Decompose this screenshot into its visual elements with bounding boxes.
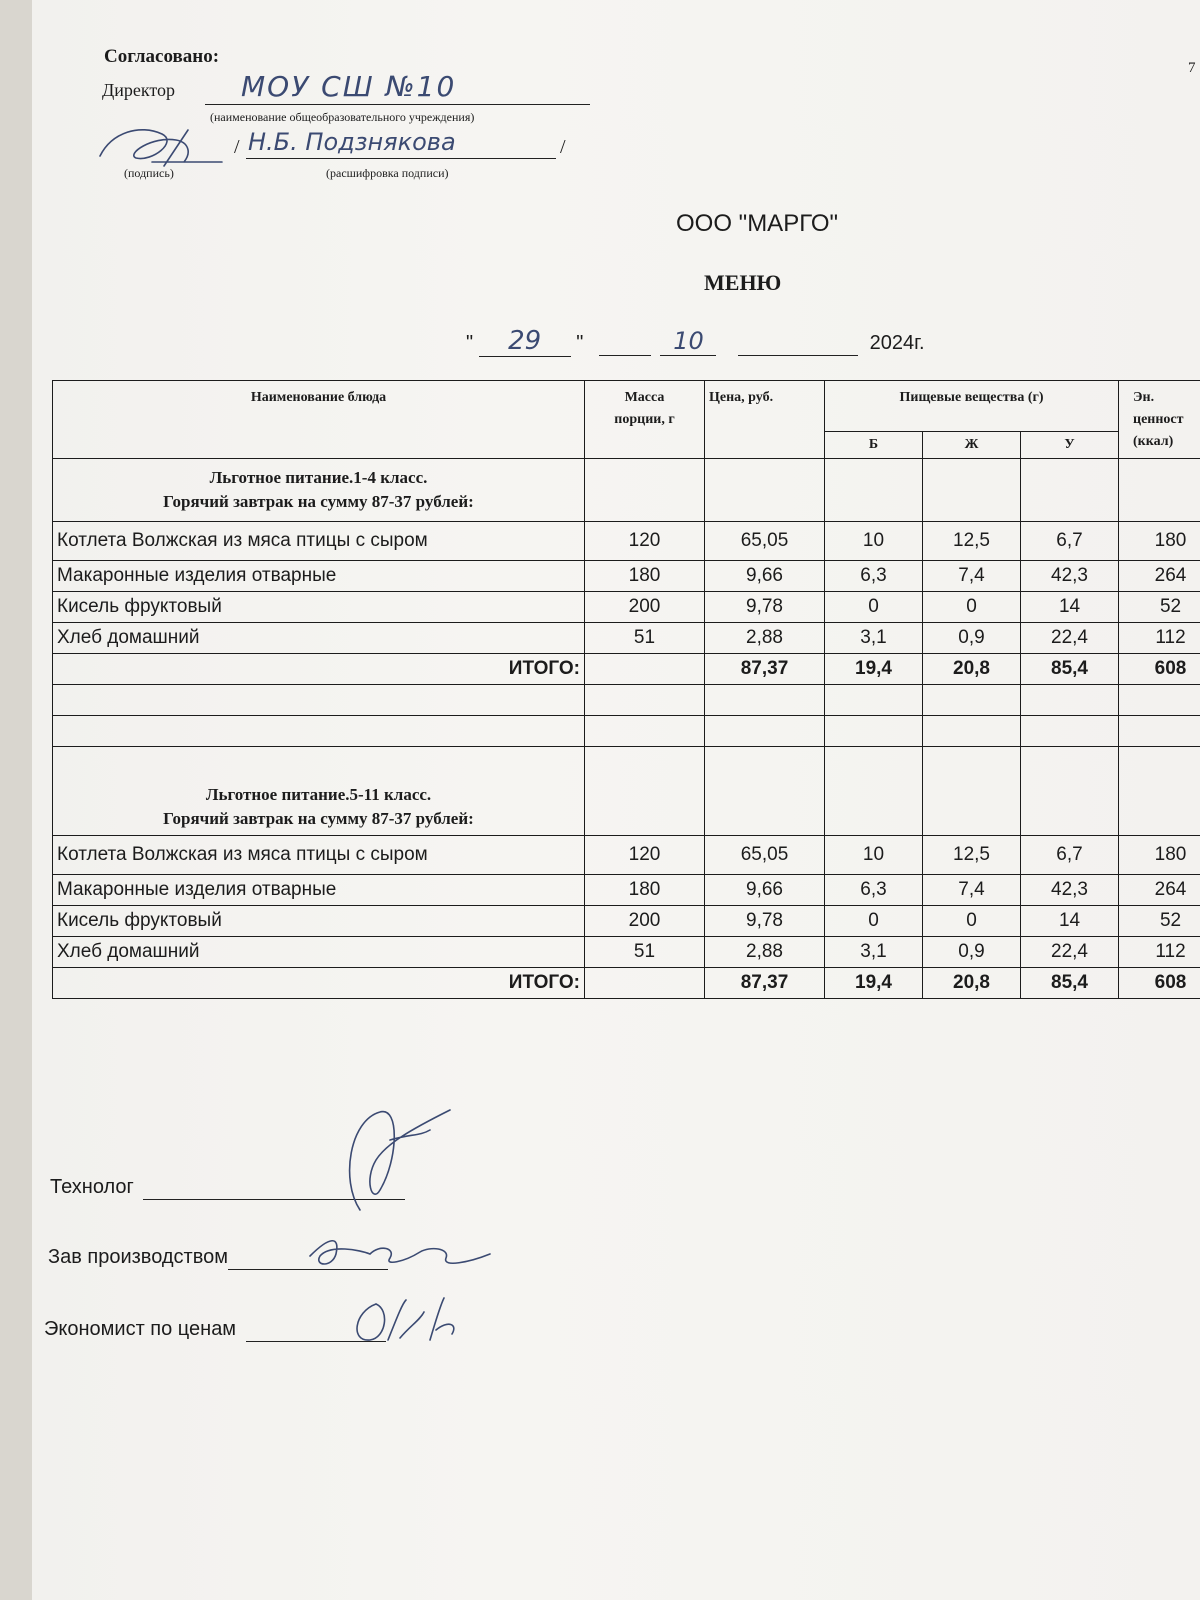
dish-name: Кисель фруктовый [53, 592, 585, 623]
table-row [53, 875, 1200, 906]
signature-caption: (подпись) [124, 166, 174, 180]
dish-kcal: 264 [1119, 875, 1200, 906]
total-fat: 20,8 [923, 968, 1021, 999]
dish-protein: 6,3 [825, 875, 923, 906]
dish-fat: 0 [923, 906, 1021, 937]
header-protein: Б [825, 432, 923, 459]
dish-kcal: 52 [1119, 592, 1200, 623]
total-label: ИТОГО: [53, 968, 585, 999]
total-kcal: 608 [1119, 654, 1200, 685]
table-header-row [53, 381, 1200, 432]
director-signature [92, 122, 232, 172]
director-label: Директор [102, 80, 176, 100]
dish-carbs: 6,7 [1021, 522, 1119, 561]
price-economist-label: Экономист по ценам [44, 1318, 237, 1340]
school-caption: (наименование общеобразовательного учреждения) [210, 110, 475, 124]
header-energy: Эн. ценност (ккал) [1119, 381, 1200, 459]
dish-name: Макаронные изделия отварные [53, 561, 585, 592]
dish-kcal: 112 [1119, 623, 1200, 654]
total-price: 87,37 [705, 654, 825, 685]
dish-mass: 200 [585, 906, 705, 937]
dish-kcal: 180 [1119, 836, 1200, 875]
header-price: Цена, руб. [705, 381, 825, 459]
dish-mass: 51 [585, 623, 705, 654]
date-close-quote: " [576, 332, 584, 354]
decipher-caption: (расшифровка подписи) [326, 166, 449, 180]
section-title-row [53, 459, 1200, 522]
technologist-signature [320, 1100, 470, 1220]
dish-fat: 0,9 [923, 623, 1021, 654]
dish-price: 2,88 [705, 937, 825, 968]
date-open-quote: " [466, 332, 474, 354]
dish-mass: 180 [585, 561, 705, 592]
header-name: Наименование блюда [53, 381, 585, 459]
school-handwritten: МОУ СШ №10 [241, 70, 457, 103]
dish-mass: 180 [585, 875, 705, 906]
section-title: Льготное питание.1-4 класс. Горячий завтрак на сумму 87-37 рублей: [53, 459, 585, 522]
dish-carbs: 14 [1021, 592, 1119, 623]
dish-name: Макаронные изделия отварные [53, 875, 585, 906]
total-carbs: 85,4 [1021, 654, 1119, 685]
dish-protein: 3,1 [825, 623, 923, 654]
date-month: 10 [673, 327, 704, 355]
total-kcal: 608 [1119, 968, 1200, 999]
date-year: 2024г. [869, 332, 925, 354]
total-carbs: 85,4 [1021, 968, 1119, 999]
document-title: МЕНЮ [704, 270, 782, 295]
table-row [53, 906, 1200, 937]
table-row [53, 937, 1200, 968]
company-name: ООО "МАРГО" [676, 210, 839, 237]
dish-price: 9,78 [705, 592, 825, 623]
page-number: 7 [1188, 60, 1196, 76]
dish-name: Хлеб домашний [53, 623, 585, 654]
production-head-signature [300, 1226, 500, 1276]
dish-mass: 51 [585, 937, 705, 968]
table-row [53, 561, 1200, 592]
dish-kcal: 52 [1119, 906, 1200, 937]
total-row [53, 968, 1200, 999]
dish-mass: 120 [585, 522, 705, 561]
dish-price: 9,78 [705, 906, 825, 937]
dish-carbs: 42,3 [1021, 561, 1119, 592]
dish-fat: 12,5 [923, 522, 1021, 561]
date-day: 29 [508, 326, 542, 356]
section-title-row [53, 747, 1200, 836]
dish-price: 9,66 [705, 561, 825, 592]
price-economist-signature [340, 1290, 480, 1350]
dish-protein: 0 [825, 906, 923, 937]
signer-handwritten: Н.Б. Подзнякова [248, 128, 456, 156]
dish-price: 65,05 [705, 522, 825, 561]
total-fat: 20,8 [923, 654, 1021, 685]
dish-name: Кисель фруктовый [53, 906, 585, 937]
dish-protein: 6,3 [825, 561, 923, 592]
table-row [53, 592, 1200, 623]
dish-carbs: 22,4 [1021, 623, 1119, 654]
table-row [53, 836, 1200, 875]
dish-carbs: 42,3 [1021, 875, 1119, 906]
dish-protein: 10 [825, 522, 923, 561]
technologist-label: Технолог [50, 1176, 134, 1198]
dish-carbs: 6,7 [1021, 836, 1119, 875]
dish-fat: 0 [923, 592, 1021, 623]
dish-mass: 200 [585, 592, 705, 623]
blank-row [53, 685, 1200, 716]
dish-name: Хлеб домашний [53, 937, 585, 968]
dish-fat: 7,4 [923, 875, 1021, 906]
dish-kcal: 264 [1119, 561, 1200, 592]
blank-row [53, 716, 1200, 747]
date-month-field [660, 327, 716, 356]
date-spacer-1 [599, 332, 651, 356]
date-spacer-2 [738, 332, 858, 356]
dish-name: Котлета Волжская из мяса птицы с сыром [53, 836, 585, 875]
table-row [53, 623, 1200, 654]
total-protein: 19,4 [825, 654, 923, 685]
section-title: Льготное питание.5-11 класс. Горячий завтрак на сумму 87-37 рублей: [53, 747, 585, 836]
header-carbs: У [1021, 432, 1119, 459]
price-economist-line [44, 1318, 386, 1342]
signer-line [246, 128, 556, 159]
dish-fat: 7,4 [923, 561, 1021, 592]
dish-fat: 12,5 [923, 836, 1021, 875]
total-price: 87,37 [705, 968, 825, 999]
dish-price: 9,66 [705, 875, 825, 906]
dish-price: 2,88 [705, 623, 825, 654]
total-protein: 19,4 [825, 968, 923, 999]
total-label: ИТОГО: [53, 654, 585, 685]
dish-fat: 0,9 [923, 937, 1021, 968]
dish-kcal: 112 [1119, 937, 1200, 968]
total-row [53, 654, 1200, 685]
school-line [205, 70, 590, 105]
header-fat: Ж [923, 432, 1021, 459]
dish-mass: 120 [585, 836, 705, 875]
date-line [466, 326, 925, 357]
dish-protein: 10 [825, 836, 923, 875]
dish-carbs: 14 [1021, 906, 1119, 937]
dish-protein: 3,1 [825, 937, 923, 968]
approval-heading: Согласовано: [104, 46, 220, 67]
production-head-label: Зав производством [48, 1246, 228, 1268]
menu-table [52, 380, 1200, 999]
dish-kcal: 180 [1119, 522, 1200, 561]
header-mass: Масса порции, г [585, 381, 705, 459]
dish-carbs: 22,4 [1021, 937, 1119, 968]
table-row [53, 522, 1200, 561]
date-day-field [479, 326, 571, 357]
dish-name: Котлета Волжская из мяса птицы с сыром [53, 522, 585, 561]
dish-protein: 0 [825, 592, 923, 623]
dish-price: 65,05 [705, 836, 825, 875]
header-nutrients: Пищевые вещества (г) [825, 381, 1119, 432]
